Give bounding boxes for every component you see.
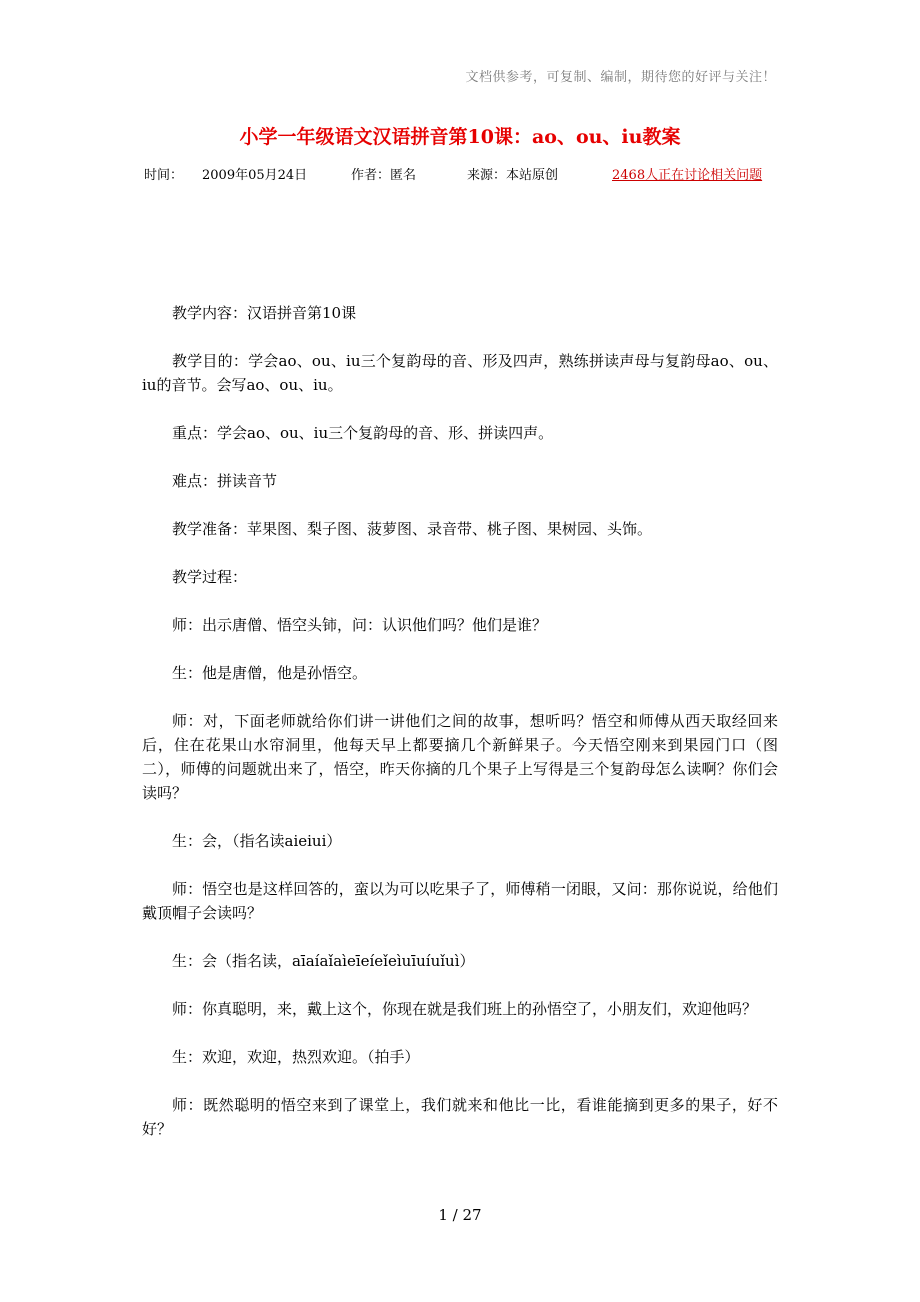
article-body	[142, 301, 778, 1165]
meta-date: 2009年05月24日	[202, 168, 308, 183]
meta-author: 作者：匿名	[351, 168, 417, 183]
paragraph-objectives: 教学目的：学会ao、ou、iu三个复韵母的音、形及四声，熟练拼读声母与复韵母ao、ou、iu的音节。会写ao、ou、iu。	[142, 352, 778, 394]
page-number: 1 / 27	[438, 1206, 482, 1224]
watermark-note: 文档供参考，可复制、编制，期待您的好评与关注！	[465, 70, 776, 85]
meta-time-label: 时间：	[144, 168, 184, 183]
dialogue-line: 生：欢迎，欢迎，热烈欢迎。（拍手）	[172, 1048, 420, 1066]
dialogue-line: 生：会，（指名读aieiui）	[172, 832, 342, 850]
paragraph-content: 教学内容：汉语拼音第10课	[172, 304, 357, 322]
dialogue-line: 师：你真聪明，来，戴上这个，你现在就是我们班上的孙悟空了，小朋友们，欢迎他吗？	[172, 1000, 758, 1018]
dialogue-line: 师：既然聪明的悟空来到了课堂上，我们就来和他比一比，看谁能摘到更多的果子，好不好？	[142, 1096, 778, 1138]
dialogue-line: 生：他是唐僧，他是孙悟空。	[172, 664, 368, 682]
dialogue-line: 生：会（指名读，aīaíaǐaìeīeíeǐeìuīuíuǐuì）	[172, 952, 475, 970]
page-title: 小学一年级语文汉语拼音第10课：ao、ou、iu教案	[239, 126, 681, 148]
meta-source: 来源：本站原创	[467, 168, 559, 183]
paragraph-key-points: 重点：学会ao、ou、iu三个复韵母的音、形、拼读四声。	[172, 424, 554, 442]
discussion-link[interactable]: 2468人正在讨论相关问题	[612, 168, 763, 183]
article-meta	[144, 164, 784, 184]
paragraph-difficulty: 难点：拼读音节	[172, 472, 278, 490]
dialogue-line: 师：悟空也是这样回答的，蛮以为可以吃果子了，师傅稍一闭眼，又问：那你说说，给他们戴顶帽子会读吗？	[142, 880, 778, 922]
dialogue-line: 师：对，下面老师就给你们讲一讲他们之间的故事，想听吗？悟空和师傅从西天取经回来后，住在花果山水帘洞里，他每天早上都要摘几个新鲜果子。今天悟空刚来到果园门口（图二），师傅的问题就出来了，悟空，昨天你摘的几个果子上写得是三个复韵母怎么读啊？你们会读吗？	[142, 712, 778, 802]
paragraph-process: 教学过程：	[172, 568, 248, 586]
dialogue-line: 师：出示唐僧、悟空头铈，问：认识他们吗？他们是谁？	[172, 616, 548, 634]
paragraph-preparation: 教学准备：苹果图、梨子图、菠萝图、录音带、桃子图、果树园、头饰。	[172, 520, 653, 538]
